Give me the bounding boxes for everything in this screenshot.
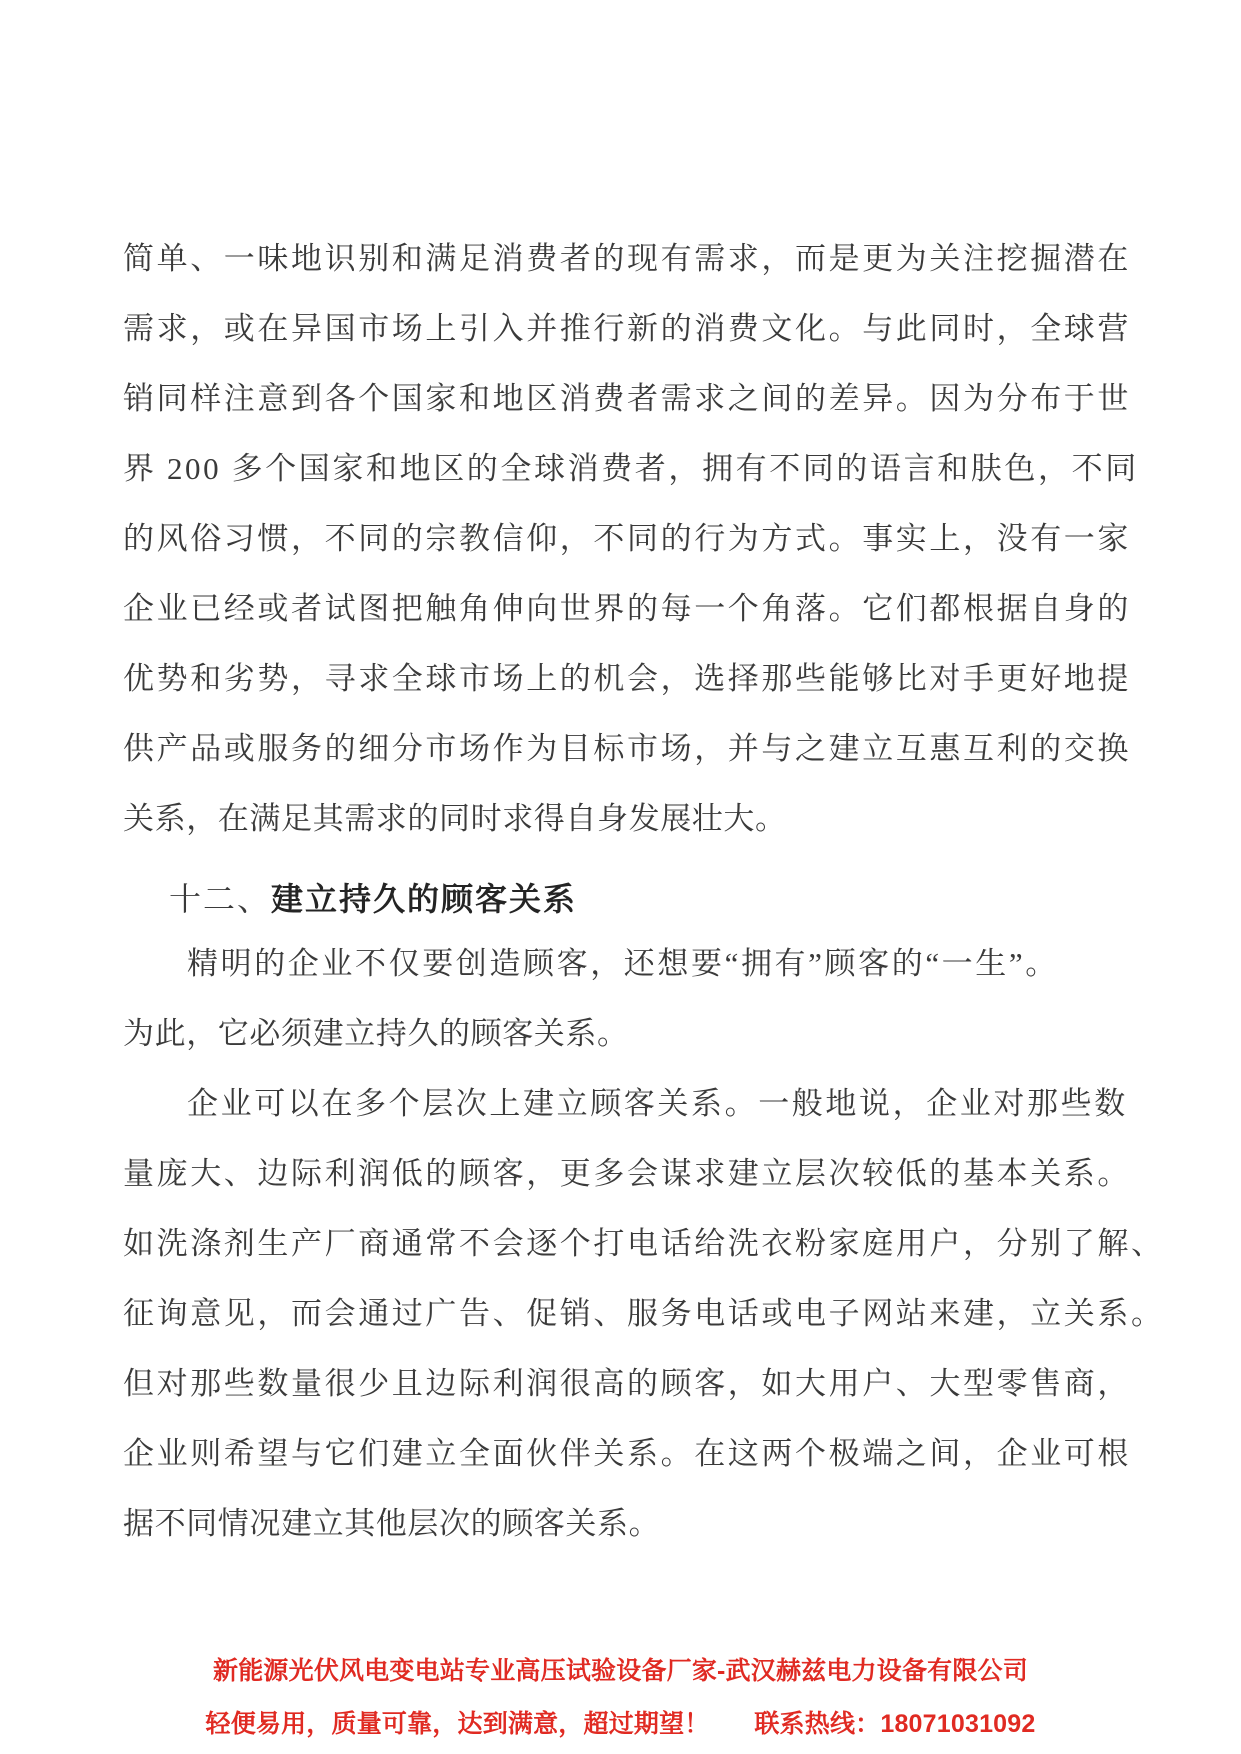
footer-company-line: 新能源光伏风电变电站专业高压试验设备厂家-武汉赫兹电力设备有限公司 (213, 1657, 1028, 1685)
text-line: 的风俗习惯，不同的宗教信仰，不同的行为方式。事实上，没有一家 (123, 521, 1131, 556)
footer-slogan-line (206, 1698, 1036, 1751)
text-line: 界 200 多个国家和地区的全球消费者，拥有不同的语言和肤色，不同 (123, 451, 1139, 486)
text-line: 企业可以在多个层次上建立顾客关系。一般地说，企业对那些数 (187, 1086, 1128, 1121)
section-heading (123, 864, 1135, 934)
footer (0, 1645, 1241, 1751)
text-line: 优势和劣势，寻求全球市场上的机会，选择那些能够比对手更好地提 (123, 661, 1131, 696)
heading-text: 建立持久的顾客关系 (271, 881, 578, 917)
text-line: 简单、一味地识别和满足消费者的现有需求，而是更为关注挖掘潜在 (123, 241, 1131, 276)
text-line: 供产品或服务的细分市场作为目标市场，并与之建立互惠互利的交换 (123, 731, 1131, 766)
text-line: 据不同情况建立其他层次的顾客关系。 (123, 1506, 661, 1541)
heading-number: 十二、 (169, 881, 272, 917)
text-line: 但对那些数量很少且边际利润很高的顾客，如大用户、大型零售商， (123, 1366, 1131, 1401)
text-line: 企业则希望与它们建立全面伙伴关系。在这两个极端之间，企业可根 (123, 1436, 1131, 1471)
text-line: 关系，在满足其需求的同时求得自身发展壮大。 (123, 801, 787, 836)
document-body (123, 224, 1165, 1559)
text-line: 需求，或在异国市场上引入并推行新的消费文化。与此同时，全球营 (123, 311, 1131, 346)
text-line: 为此，它必须建立持久的顾客关系。 (123, 1016, 629, 1051)
text-line: 如洗涤剂生产厂商通常不会逐个打电话给洗衣粉家庭用户，分别了解、 (123, 1226, 1165, 1261)
text-line: 征询意见，而会通过广告、促销、服务电话或电子网站来建，立关系。 (123, 1296, 1165, 1331)
text-line: 销同样注意到各个国家和地区消费者需求之间的差异。因为分布于世 (123, 381, 1131, 416)
footer-slogan: 轻便易用，质量可靠，达到满意，超过期望！ (205, 1710, 710, 1738)
text-line: 精明的企业不仅要创造顾客，还想要“拥有”顾客的“一生”。 (187, 946, 1059, 981)
text-line: 量庞大、边际利润低的顾客，更多会谋求建立层次较低的基本关系。 (123, 1156, 1131, 1191)
text-line: 企业已经或者试图把触角伸向世界的每一个角落。它们都根据自身的 (123, 591, 1131, 626)
footer-hotline: 联系热线：18071031092 (754, 1710, 1036, 1738)
